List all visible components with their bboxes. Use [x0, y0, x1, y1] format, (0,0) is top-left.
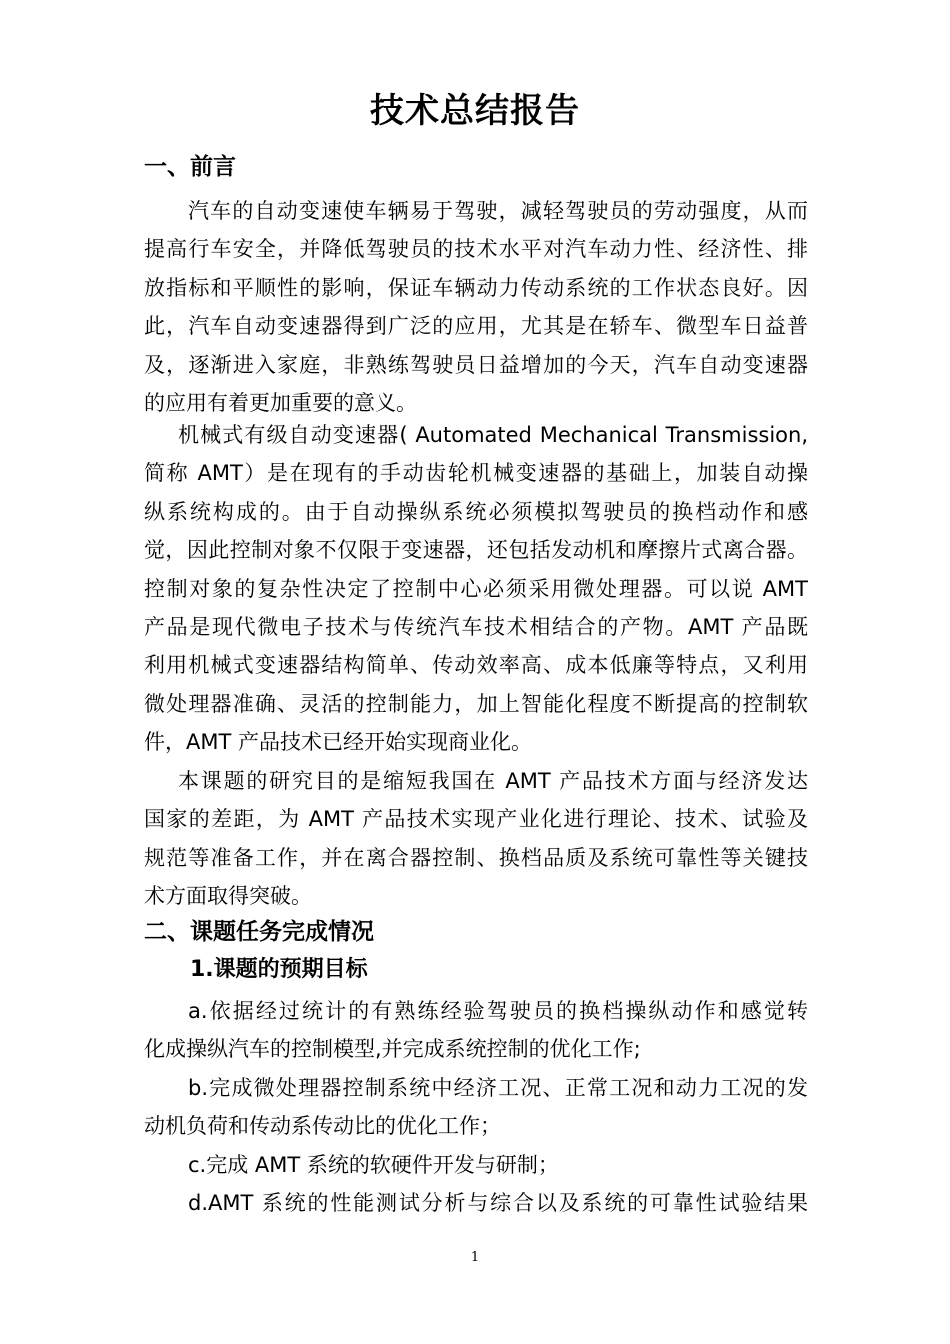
text-line: 纵系统构成的。由于自动操纵系统必须模拟驾驶员的换档动作和感 — [144, 499, 808, 524]
text-line: 控制对象的复杂性决定了控制中心必须采用微处理器。可以说 AMT — [144, 576, 808, 601]
paragraph-1 — [144, 192, 808, 422]
text-line: a.依据经过统计的有熟练经验驾驶员的换档操纵动作和感觉转 — [188, 999, 808, 1023]
goal-item-c — [144, 1146, 808, 1184]
paragraph-3 — [144, 762, 808, 916]
text-line: 汽车的自动变速使车辆易于驾驶，减轻驾驶员的劳动强度，从而 — [188, 199, 808, 223]
subsection-heading-expected-goals: 1.课题的预期目标 — [190, 957, 368, 982]
document-title: 技术总结报告 — [370, 91, 580, 131]
text-line: d.AMT 系统的性能测试分析与综合以及系统的可靠性试验结果 — [188, 1191, 808, 1215]
text-line: 本课题的研究目的是缩短我国在 AMT 产品技术方面与经济发达 — [178, 769, 808, 793]
goal-item-b — [144, 1069, 808, 1146]
text-line: b.完成微处理器控制系统中经济工况、正常工况和动力工况的发 — [188, 1076, 808, 1100]
text-line: 产品是现代微电子技术与传统汽车技术相结合的产物。AMT 产品既 — [144, 614, 808, 639]
text-line: 的应用有着更加重要的意义。 — [144, 390, 417, 415]
text-line: 提高行车安全，并降低驾驶员的技术水平对汽车动力性、经济性、排 — [144, 237, 808, 262]
paragraph-2 — [144, 416, 808, 762]
text-line: 简称 AMT）是在现有的手动齿轮机械变速器的基础上，加装自动操 — [144, 461, 808, 486]
goal-item-d — [144, 1184, 808, 1222]
text-line: 动机负荷和传动系传动比的优化工作； — [144, 1114, 501, 1139]
text-line: 此，汽车自动变速器得到广泛的应用，尤其是在轿车、微型车日益普 — [144, 314, 808, 339]
text-line: 件，AMT 产品技术已经开始实现商业化。 — [144, 730, 532, 755]
section-heading-task-completion: 二、课题任务完成情况 — [144, 919, 374, 945]
text-line: 微处理器准确、灵活的控制能力，加上智能化程度不断提高的控制软 — [144, 691, 808, 716]
section-heading-preface: 一、前言 — [144, 154, 236, 180]
text-line: 机械式有级自动变速器( Automated Mechanical Transmission, — [178, 423, 808, 447]
text-line: 术方面取得突破。 — [144, 884, 312, 909]
text-line: c.完成 AMT 系统的软硬件开发与研制； — [188, 1153, 559, 1177]
page-number: 1 — [470, 1250, 480, 1265]
text-line: 放指标和平顺性的影响，保证车辆动力传动系统的工作状态良好。因 — [144, 275, 808, 300]
text-line: 国家的差距，为 AMT 产品技术实现产业化进行理论、技术、试验及 — [144, 807, 808, 832]
text-line: 及，逐渐进入家庭，非熟练驾驶员日益增加的今天，汽车自动变速器 — [144, 352, 808, 377]
goal-item-a — [144, 992, 808, 1069]
text-line: 觉，因此控制对象不仅限于变速器，还包括发动机和摩擦片式离合器。 — [144, 538, 808, 563]
text-line: 利用机械式变速器结构简单、传动效率高、成本低廉等特点，又利用 — [144, 653, 808, 678]
text-line: 规范等准备工作，并在离合器控制、换档品质及系统可靠性等关键技 — [144, 845, 808, 870]
text-line: 化成操纵汽车的控制模型,并完成系统控制的优化工作; — [144, 1037, 641, 1062]
